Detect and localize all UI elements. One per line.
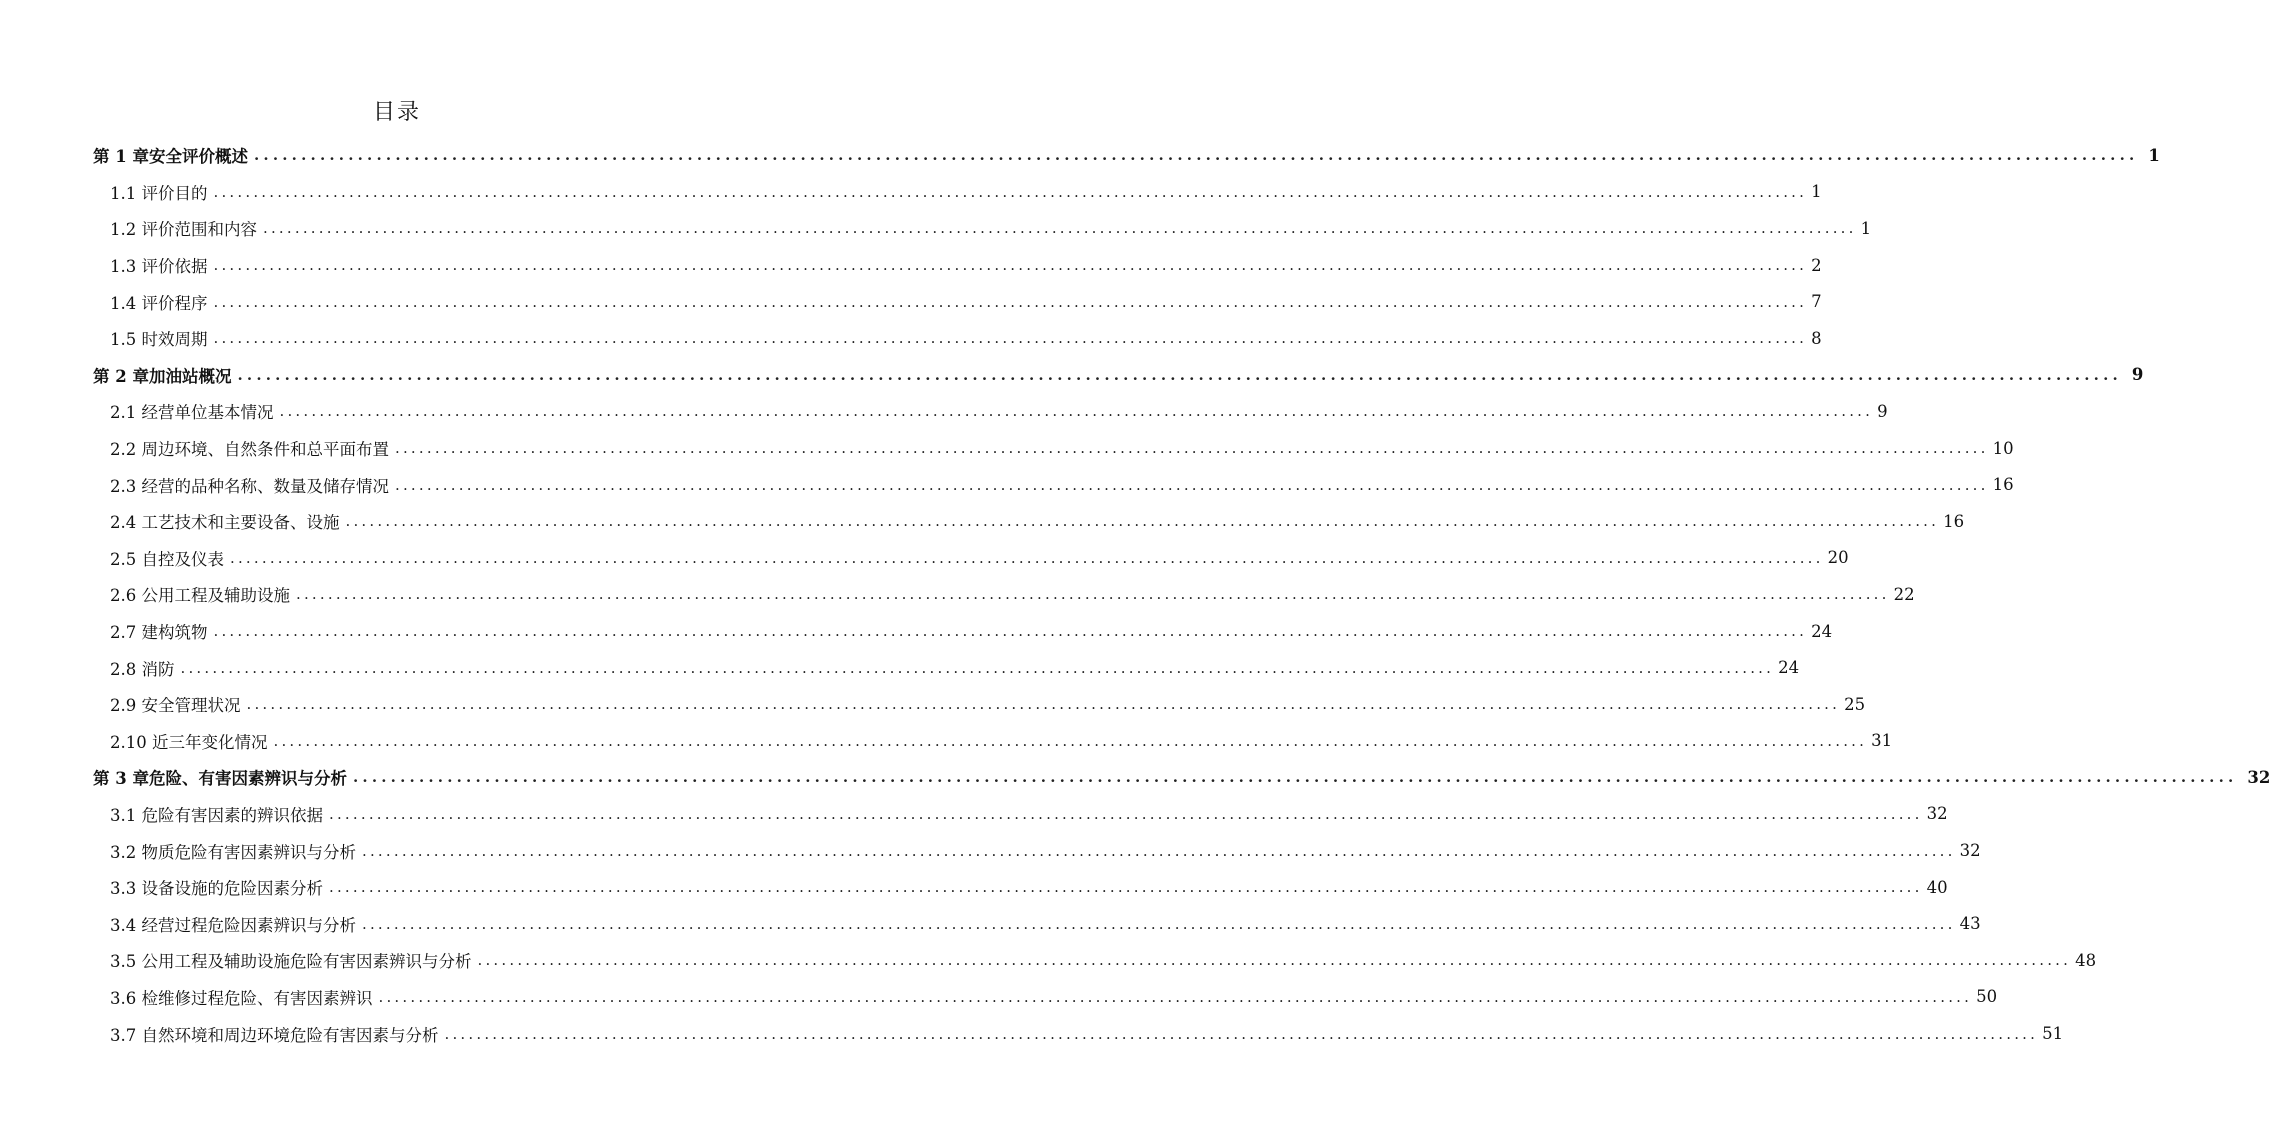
toc-page-number: 9 (2131, 365, 2144, 385)
toc-page-number: 10 (1992, 438, 2014, 458)
toc-section-entry[interactable] (0, 174, 1822, 211)
toc-dot-leader: ........................................................................................................................................................................................................ (213, 292, 1808, 311)
toc-page-number: 16 (1992, 475, 2014, 495)
toc-dot-leader: ........................................................................................................................................................................................................ (345, 512, 1940, 531)
toc-page-number: 7 (1811, 292, 1822, 312)
toc-entry-label: 第 3 章危险、有害因素辨识与分析 (93, 769, 347, 789)
toc-section-entry[interactable] (0, 723, 1893, 760)
toc-page-number: 22 (1893, 584, 1915, 604)
toc-page-number: 31 (1871, 731, 1893, 751)
toc-page-number: 43 (1959, 914, 1981, 934)
toc-dot-leader: ........................................................................................................................................................................................................ (329, 878, 1923, 897)
toc-entry-label: 2.8 消防 (110, 659, 175, 679)
toc-dot-leader: ........................................................................................................................................................................................................ (213, 329, 1808, 348)
toc-page-number: 9 (1877, 401, 1888, 421)
toc-entry-label: 3.5 公用工程及辅助设施危险有害因素辨识与分析 (110, 952, 472, 972)
toc-section-entry[interactable] (0, 905, 1981, 942)
toc-entry-label: 2.5 自控及仪表 (110, 549, 224, 569)
toc-dot-leader: ........................................................................................................................................................................................................ (180, 658, 1775, 677)
toc-section-entry[interactable] (0, 247, 1822, 284)
toc-dot-leader: ........................................................................................................................................................................................................ (273, 731, 1868, 750)
toc-dot-leader: ........................................................................................................................................................................................................ (362, 841, 1956, 860)
toc-chapter-entry[interactable] (0, 357, 2144, 394)
toc-section-entry[interactable] (0, 393, 1888, 430)
toc-entry-label: 3.7 自然环境和周边环境危险有害因素与分析 (110, 1025, 439, 1045)
toc-entry-label: 3.1 危险有害因素的辨识依据 (110, 805, 323, 825)
toc-section-entry[interactable] (0, 942, 2097, 979)
toc-page-number: 51 (2042, 1024, 2064, 1044)
toc-entry-label: 2.3 经营的品种名称、数量及储存情况 (110, 476, 389, 496)
toc-dot-leader: ........................................................................................................................................................................................................ (213, 622, 1808, 641)
toc-entry-label: 第 1 章安全评价概述 (93, 147, 248, 167)
toc-dot-leader: ........................................................................................................................................................................................................ (230, 548, 1824, 567)
toc-entry-label: 2.7 建构筑物 (110, 623, 208, 643)
toc-section-entry[interactable] (0, 466, 2014, 503)
toc-dot-leader: ........................................................................................................................................................................................................ (213, 182, 1808, 201)
toc-entry-label: 3.4 经营过程危险因素辨识与分析 (110, 915, 356, 935)
toc-dot-leader: ........................................................................................................................................................................................................ (253, 146, 2139, 165)
table-of-contents (0, 137, 2270, 1052)
toc-entry-label: 2.10 近三年变化情况 (110, 732, 268, 752)
toc-dot-leader: ........................................................................................................................................................................................................ (362, 914, 1956, 933)
toc-entry-label: 2.4 工艺技术和主要设备、设施 (110, 513, 340, 533)
toc-entry-label: 1.2 评价范围和内容 (110, 220, 257, 240)
toc-dot-leader: ........................................................................................................................................................................................................ (444, 1024, 2039, 1043)
toc-entry-label: 1.3 评价依据 (110, 257, 208, 277)
toc-dot-leader: ........................................................................................................................................................................................................ (477, 951, 2072, 970)
toc-entry-label: 1.1 评价目的 (110, 183, 208, 203)
toc-page-number: 40 (1926, 877, 1948, 897)
toc-chapter-entry[interactable] (0, 137, 2160, 174)
toc-section-entry[interactable] (0, 283, 1822, 320)
toc-page-number: 1 (1811, 182, 1822, 202)
toc-entry-label: 2.1 经营单位基本情况 (110, 403, 274, 423)
toc-section-entry[interactable] (0, 430, 2014, 467)
toc-entry-label: 2.6 公用工程及辅助设施 (110, 586, 290, 606)
toc-entry-label: 1.4 评价程序 (110, 293, 208, 313)
toc-section-entry[interactable] (0, 613, 1833, 650)
toc-section-entry[interactable] (0, 576, 1915, 613)
toc-dot-leader: ........................................................................................................................................................................................................ (352, 768, 2238, 787)
toc-dot-leader: ........................................................................................................................................................................................................ (246, 695, 1841, 714)
toc-page-number: 20 (1827, 548, 1849, 568)
toc-dot-leader: ........................................................................................................................................................................................................ (213, 256, 1808, 275)
toc-dot-leader: ........................................................................................................................................................................................................ (395, 475, 1989, 494)
toc-page-number: 50 (1976, 987, 1998, 1007)
toc-entry-label: 2.2 周边环境、自然条件和总平面布置 (110, 440, 389, 460)
toc-section-entry[interactable] (0, 1015, 2064, 1052)
toc-dot-leader: ........................................................................................................................................................................................................ (378, 987, 1973, 1006)
toc-section-entry[interactable] (0, 979, 1998, 1016)
toc-section-entry[interactable] (0, 503, 1965, 540)
toc-section-entry[interactable] (0, 869, 1948, 906)
toc-page-number: 2 (1811, 255, 1822, 275)
toc-section-entry[interactable] (0, 540, 1849, 577)
toc-section-entry[interactable] (0, 832, 1981, 869)
toc-entry-label: 第 2 章加油站概况 (93, 366, 232, 386)
toc-entry-label: 2.9 安全管理状况 (110, 696, 241, 716)
toc-dot-leader: ........................................................................................................................................................................................................ (279, 402, 1874, 421)
toc-entry-label: 3.2 物质危险有害因素辨识与分析 (110, 842, 356, 862)
toc-section-entry[interactable] (0, 210, 1872, 247)
toc-page-number: 32 (1959, 841, 1981, 861)
toc-page-number: 1 (2148, 145, 2160, 165)
toc-page-number: 32 (1926, 804, 1948, 824)
toc-entry-label: 3.6 检维修过程危险、有害因素辨识 (110, 988, 373, 1008)
toc-section-entry[interactable] (0, 686, 1866, 723)
toc-entry-label: 1.5 时效周期 (110, 330, 208, 350)
toc-title: 目录 (372, 100, 421, 125)
toc-dot-leader: ........................................................................................................................................................................................................ (263, 219, 1857, 238)
toc-page-number: 8 (1811, 328, 1822, 348)
toc-page-number: 24 (1811, 621, 1833, 641)
toc-page-number: 16 (1943, 511, 1965, 531)
toc-page-number: 32 (2247, 767, 2270, 787)
toc-dot-leader: ........................................................................................................................................................................................................ (237, 365, 2122, 384)
toc-dot-leader: ........................................................................................................................................................................................................ (395, 439, 1989, 458)
toc-section-entry[interactable] (0, 649, 1800, 686)
toc-chapter-entry[interactable] (0, 759, 2270, 796)
toc-section-entry[interactable] (0, 320, 1822, 357)
toc-section-entry[interactable] (0, 796, 1948, 833)
toc-page-number: 48 (2075, 950, 2097, 970)
toc-page-number: 24 (1778, 658, 1800, 678)
toc-page-number: 1 (1860, 218, 1872, 238)
toc-entry-label: 3.3 设备设施的危险因素分析 (110, 879, 323, 899)
toc-dot-leader: ........................................................................................................................................................................................................ (296, 585, 1890, 604)
toc-dot-leader: ........................................................................................................................................................................................................ (329, 804, 1923, 823)
toc-page-number: 25 (1844, 694, 1866, 714)
